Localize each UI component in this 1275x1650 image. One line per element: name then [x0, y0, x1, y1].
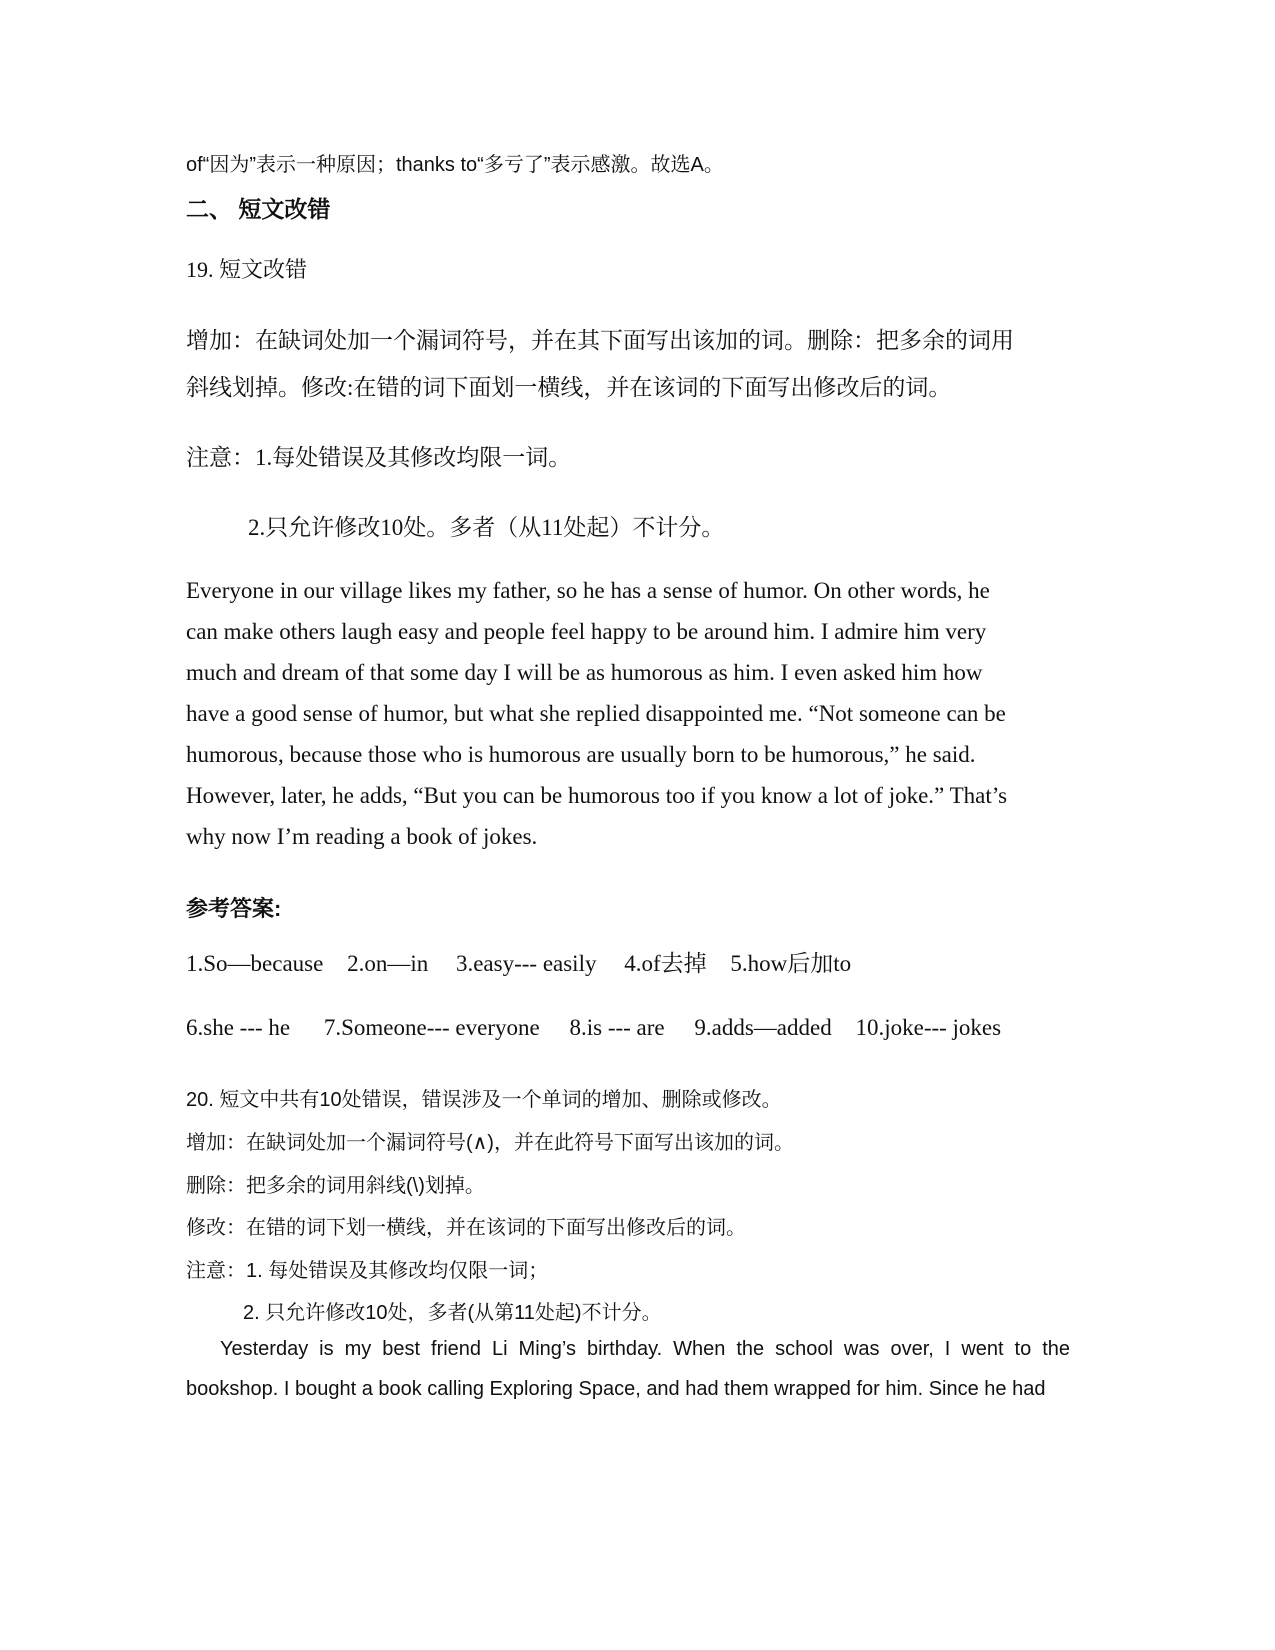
q20-note-2: 2. 只允许修改10处，多者(从第11处起)不计分。 — [243, 1302, 662, 1324]
intro-line: of“因为”表示一种原因；thanks to“多亏了”表示感激。故选A。 — [186, 154, 724, 176]
q19-note-2: 2.只允许修改10处。多者（从11处起）不计分。 — [248, 515, 725, 540]
passage-line: bookshop. I bought a book calling Exploring Space, and had them wrapped for him. Since he had — [186, 1378, 1046, 1400]
answer-item: 4.of去掉 — [624, 951, 707, 976]
answer-item: 9.adds—added — [694, 1015, 832, 1040]
passage-line: much and dream of that some day I will be as humorous as him. I even asked him how — [186, 660, 983, 685]
q20-note-1: 注意：1. 每处错误及其修改均仅限一词； — [186, 1260, 549, 1282]
q19-instruction-line-1: 增加：在缺词处加一个漏词符号，并在其下面写出该加的词。删除：把多余的词用 — [186, 328, 1014, 353]
q19-title: 19. 短文改错 — [186, 257, 308, 282]
passage-line: Everyone in our village likes my father, so he has a sense of humor. On other words, he — [186, 578, 990, 603]
q20-add-instruction: 增加：在缺词处加一个漏词符号(∧)，并在此符号下面写出该加的词。 — [186, 1132, 794, 1154]
q20-modify-instruction: 修改：在错的词下划一横线，并在该词的下面写出修改后的词。 — [186, 1217, 746, 1239]
passage-line: However, later, he adds, “But you can be humorous too if you know a lot of joke.” That’s — [186, 783, 1008, 808]
q20-delete-instruction: 删除：把多余的词用斜线(\)划掉。 — [186, 1175, 485, 1197]
answer-heading: 参考答案: — [186, 896, 282, 921]
q20-intro: 20. 短文中共有10处错误，错误涉及一个单词的增加、删除或修改。 — [186, 1089, 782, 1111]
answer-item: 6.she --- he — [186, 1015, 291, 1040]
q19-note-1: 注意：1.每处错误及其修改均限一词。 — [186, 445, 572, 470]
answer-item: 3.easy--- easily — [455, 951, 597, 976]
answer-item: 10.joke--- jokes — [855, 1015, 1002, 1040]
answer-item: 8.is --- are — [569, 1015, 665, 1040]
section-heading: 二、 短文改错 — [186, 196, 331, 222]
answer-item: 5.how后加to — [730, 951, 852, 976]
answer-item: 7.Someone--- everyone — [323, 1015, 540, 1040]
answers-row-1 — [186, 945, 851, 978]
passage-line: Yesterday is my best friend Li Ming’s birthday. When the school was over, I went to the — [220, 1338, 1070, 1360]
answer-item: 2.on—in — [347, 951, 429, 976]
passage-line: why now I’m reading a book of jokes. — [186, 824, 538, 849]
answers-row-2 — [186, 1015, 1001, 1041]
passage-line: humorous, because those who is humorous are usually born to be humorous,” he said. — [186, 742, 976, 767]
passage-line: have a good sense of humor, but what she replied disappointed me. “Not someone can be — [186, 701, 1006, 726]
passage-line: can make others laugh easy and people feel happy to be around him. I admire him very — [186, 619, 987, 644]
answer-item: 1.So—because — [186, 951, 324, 976]
q19-instruction-line-2: 斜线划掉。修改:在错的词下面划一横线，并在该词的下面写出修改后的词。 — [186, 375, 952, 400]
